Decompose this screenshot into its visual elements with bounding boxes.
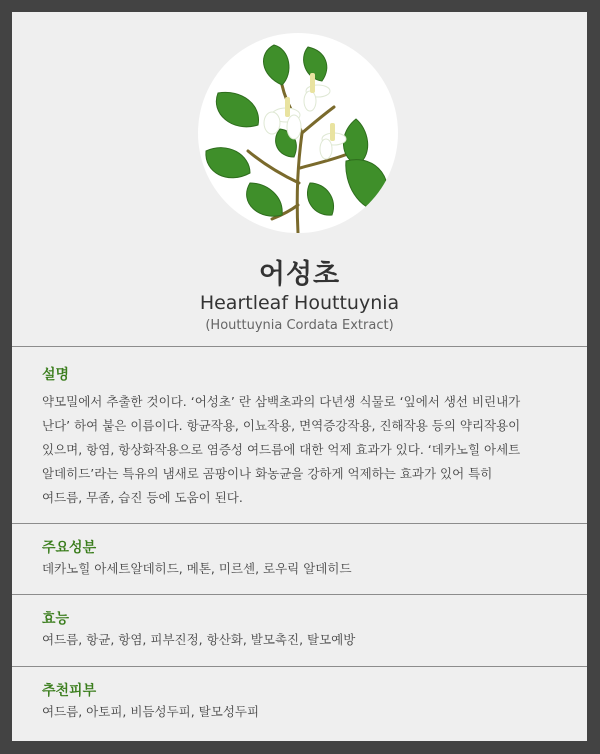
ingredient-header bbox=[12, 12, 587, 346]
description-line: 약모밀에서 추출한 것이다. ‘어성초’ 란 삼백초과의 다년생 식물로 ‘잎에서 생선 비린내가 bbox=[42, 394, 521, 409]
ingredient-name-korean: 어성초 bbox=[258, 259, 341, 290]
divider bbox=[12, 594, 587, 595]
description-text bbox=[42, 390, 562, 510]
section-recommended-skin bbox=[42, 682, 562, 724]
section-text: 여드름, 아토피, 비듬성두피, 탈모성두피 bbox=[42, 704, 260, 719]
section-heading: 추천피부 bbox=[42, 683, 97, 699]
description-line: 알데히드’라는 특유의 냄새로 곰팡이나 화농균을 강하게 억제하는 효과가 있어 특히 bbox=[42, 466, 493, 481]
description-line: 여드름, 무좀, 습진 등에 도움이 된다. bbox=[42, 490, 243, 505]
section-text: 여드름, 항균, 항염, 피부진정, 항산화, 발모촉진, 탈모예방 bbox=[42, 632, 356, 647]
section-heading: 설명 bbox=[42, 367, 70, 383]
section-main-ingredients bbox=[42, 539, 562, 581]
divider bbox=[12, 523, 587, 524]
section-description bbox=[42, 366, 562, 510]
ingredient-card bbox=[12, 12, 587, 741]
plant-photo bbox=[198, 33, 398, 233]
divider bbox=[12, 346, 587, 347]
ingredient-name-english: Heartleaf Houttuynia bbox=[199, 292, 400, 314]
section-text: 데카노힐 아세트알데히드, 메톤, 미르센, 로우릭 알데히드 bbox=[42, 561, 352, 576]
section-effects bbox=[42, 610, 562, 652]
divider bbox=[12, 666, 587, 667]
description-line: 있으며, 항염, 항상화작용으로 염증성 여드름에 대한 억제 효과가 있다. ‘데카노힐 아세트 bbox=[42, 442, 521, 457]
ingredient-scientific-name: (Houttuynia Cordata Extract) bbox=[205, 318, 394, 333]
description-line: 난다’ 하여 붙은 이름이다. 항균작용, 이뇨작용, 면역증강작용, 진해작용 등의 약리작용이 bbox=[42, 418, 521, 433]
section-heading: 효능 bbox=[42, 611, 70, 627]
section-heading: 주요성분 bbox=[42, 540, 97, 556]
